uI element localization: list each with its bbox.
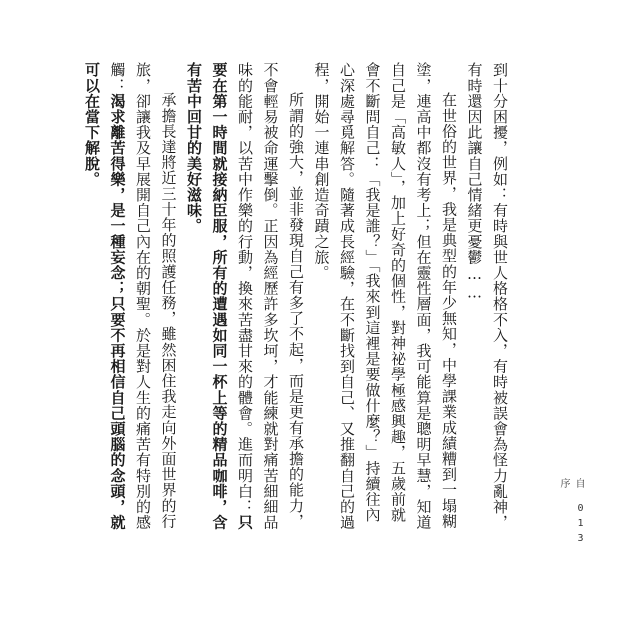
page-number: 013	[575, 503, 586, 548]
paragraph	[181, 62, 309, 532]
page-folio	[550, 478, 586, 548]
paragraph-text: 承擔長達將近三十年的照護任務，雖然困住我走向外面世界的行旅，卻讓我及早展開自己內在的朝聖。於是對人生的痛苦有特別的感觸：	[108, 62, 178, 530]
paragraph	[461, 62, 512, 532]
paragraph	[79, 62, 181, 532]
emphasis-text: 渴求離苦得樂，是一種妄念；只要不再相信自己頭腦的念頭，就可以在當下解脫。	[83, 62, 127, 531]
section-label: 自序	[558, 478, 584, 489]
body-text	[83, 62, 512, 532]
paragraph-text: 在世俗的世界，我是典型的年少無知，中學課業成績糟到一塌糊塗，連高中都沒有考上；但在靈性層面，我可能算是聰明早慧，知道自己是「高敏人」，加上好奇的個性，對神祕學極感興趣，五歲前就會不斷問自己：「我是誰？」「我來到這裡是要做什麼？」持續往內心深處尋覓解答。隨著成長經驗，在不斷找到自己、又推翻自己的過程，開始一連串創造奇蹟之旅。	[312, 62, 458, 530]
emphasis-text: 只要在第一時間就接納臣服，所有的遭遇如同一杯上等的精品咖啡，含有苦中回甘的美好滋味。	[185, 62, 254, 531]
paragraph-text: 所謂的強大，並非發現自己有多了不起，而是更有承擔的能力，不會輕易被命運擊倒。正因為經歷許多坎坷，才能練就對痛苦細細品味的能耐，以苦中作樂的行動，換來苦盡甘來的體會。進而明白：	[236, 62, 305, 530]
paragraph-text: 到十分困擾，例如：有時與世人格格不入，有時被誤會為怪力亂神，有時還因此讓自己情緒更憂鬱……	[465, 62, 509, 530]
paragraph	[308, 62, 461, 532]
